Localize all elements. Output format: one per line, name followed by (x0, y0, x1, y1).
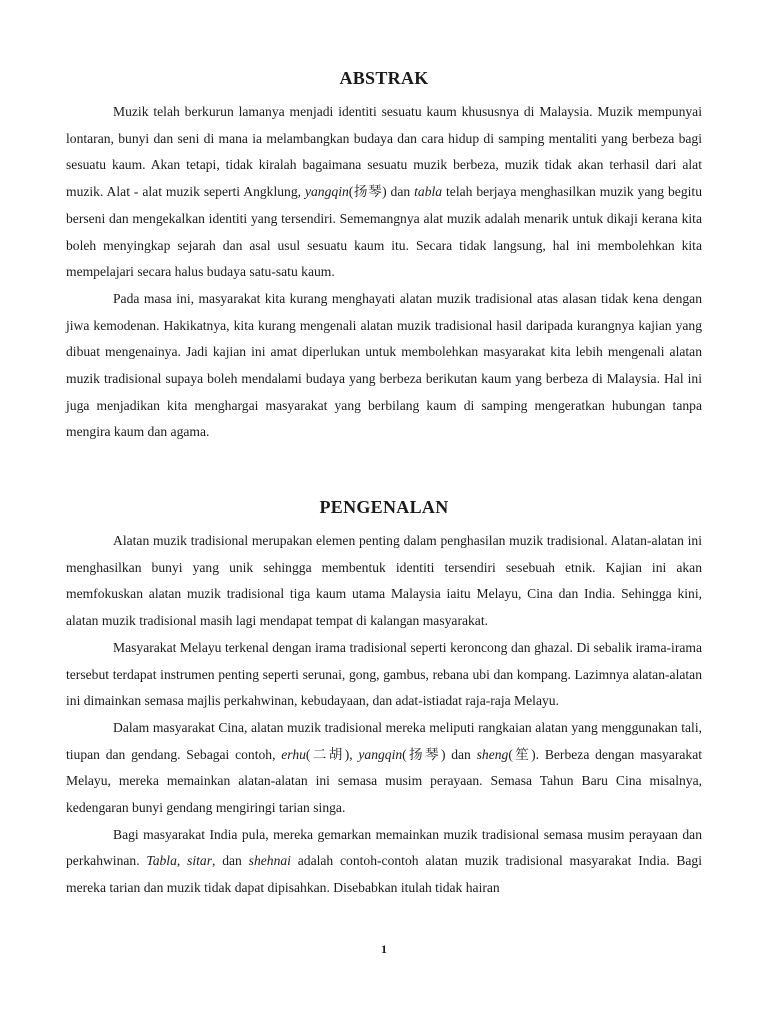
text-run: (扬琴) dan (402, 746, 477, 762)
italic-term: Tabla (146, 853, 177, 869)
text-run: adalah contoh-contoh alatan muzik tradisional masyarakat India. Bagi mereka tarian dan muzik tidak dapat dipisahkan. Disebabkan itulah tidak hairan (66, 853, 703, 896)
paragraph (66, 528, 702, 635)
paragraph (66, 715, 702, 822)
text-run: Muzik telah berkurun lamanya menjadi identiti sesuatu kaum khususnya di Malaysia. Muzik mempunyai lontaran, bunyi dan seni di mana ia melambangkan budaya dan cara hidup di samping mentaliti yang berbeza bagi sesuatu kaum. Akan tetapi, tidak kiralah bagaimana sesuatu muzik berbeza, muzik tidak akan terhasil dari alat muzik. Alat - alat muzik seperti Angklung, (66, 104, 702, 200)
section-title-abstrak: ABSTRAK (339, 68, 429, 88)
italic-term: yangqin (304, 184, 349, 200)
text-run: (二胡), (305, 746, 359, 762)
italic-term: shehnai (248, 853, 291, 869)
text-run: (扬琴) dan (348, 184, 415, 200)
paragraph (66, 822, 702, 902)
text-run: , (176, 853, 188, 869)
abstrak-body (66, 99, 702, 446)
text-run: (笙). Berbeza dengan masyarakat Melayu, mereka memainkan alatan-alatan ini semasa musim perayaan. Semasa Tahun Baru Cina misalnya, kedengaran bunyi gendang mengiringi tarian singa. (66, 746, 703, 816)
text-run: Masyarakat Melayu terkenal dengan irama tradisional seperti keroncong dan ghazal. Di sebalik irama-irama tersebut terdapat instrumen penting seperti serunai, gong, gambus, rebana ubi dan kompang. Lazimnya alatan-alatan ini dimainkan semasa majlis perkahwinan, kebudayaan, dan adat-istiadat raja-raja Melayu. (66, 639, 702, 709)
italic-term: tabla (414, 184, 443, 200)
text-run: Pada masa ini, masyarakat kita kurang menghayati alatan muzik tradisional atas alasan tidak kena dengan jiwa kemodenan. Hakikatnya, kita kurang mengenali alatan muzik tradisional hasil daripada kurangnya kajian yang dibuat mengenainya. Jadi kajian ini amat diperlukan untuk membolehkan masyarakat kita lebih mengenali alatan muzik tradisional supaya boleh mendalami budaya yang berbeza berikutan kaum yang berbeza di Malaysia. Hal ini juga menjadikan kita menghargai masyarakat yang berbilang kaum di samping mengeratkan hubungan tanpa mengira kaum dan agama. (66, 290, 702, 440)
paragraph (66, 635, 702, 715)
text-run: telah berjaya menghasilkan muzik yang begitu berseni dan mengekalkan identiti yang tersendiri. Sememangnya alat muzik adalah menarik untuk dikaji kerana kita boleh menyingkap sejarah dan asal usul sesuatu kaum itu. Secara tidak langsung, hal ini membolehkan kita mempelajari secara halus budaya satu-satu kaum. (66, 184, 702, 280)
italic-term: erhu (281, 746, 306, 762)
page-number: 1 (381, 942, 387, 956)
section-title-pengenalan: PENGENALAN (319, 497, 449, 517)
text-run: Dalam masyarakat Cina, alatan muzik tradisional mereka meliputi rangkaian alatan yang menggunakan tali, tiupan dan gendang. Sebagai contoh, (66, 719, 702, 762)
text-run: , dan (212, 853, 249, 869)
italic-term: sitar (187, 853, 213, 869)
pengenalan-body (66, 528, 702, 902)
paragraph (66, 286, 702, 446)
text-run: Bagi masyarakat India pula, mereka gemarkan memainkan muzik tradisional semasa musim perayaan dan perkahwinan. (66, 826, 702, 869)
paragraph (66, 99, 702, 286)
italic-term: yangqin (358, 746, 403, 762)
italic-term: sheng (476, 746, 509, 762)
text-run: Alatan muzik tradisional merupakan elemen penting dalam penghasilan muzik tradisional. Alatan-alatan ini menghasilkan bunyi yang unik sehingga membentuk identiti tersendiri sesebuah etnik. Kajian ini akan memfokuskan alatan muzik tradisional tiga kaum utama Malaysia iaitu Melayu, Cina dan India. Sehingga kini, alatan muzik tradisional masih lagi mendapat tempat di kalangan masyarakat. (66, 533, 702, 629)
